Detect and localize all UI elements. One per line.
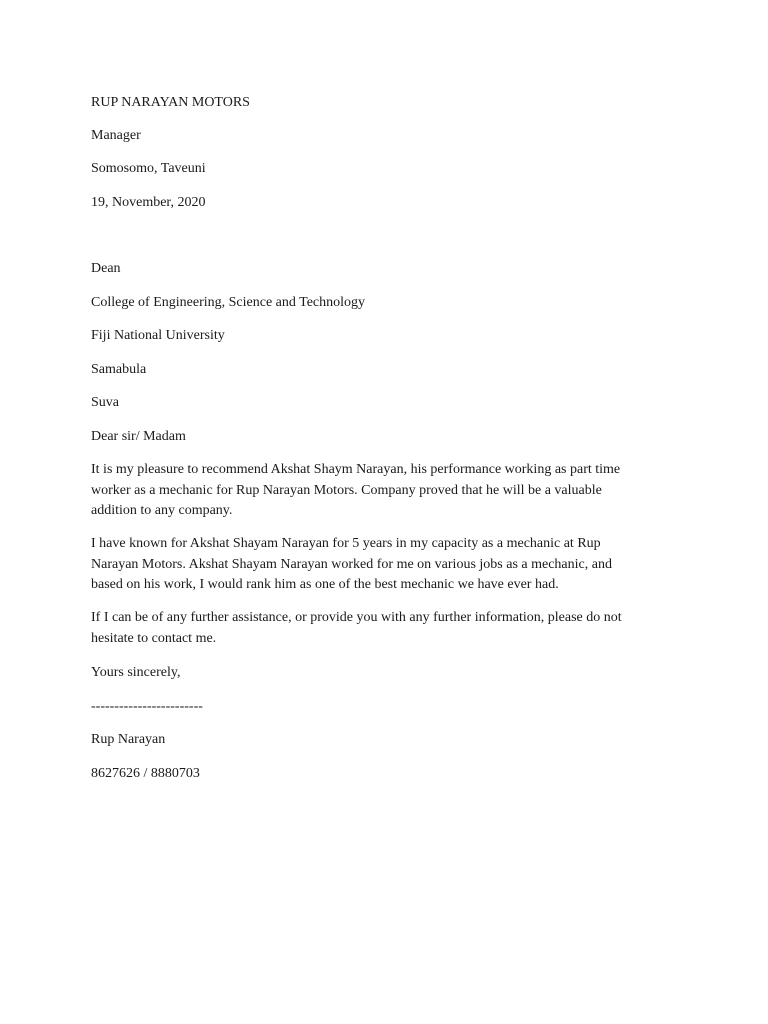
body-paragraph-2: I have known for Akshat Shayam Narayan for 5 years in my capacity as a mechanic at Rup Narayan Motors. Akshat Shayam Narayan worked for me on various jobs as a mechanic, and based on his work, I would rank him as one of the best mechanic we have ever had. (91, 536, 612, 592)
recipient-city: Suva (91, 395, 119, 410)
letter-date: 19, November, 2020 (91, 195, 206, 210)
signer-name: Rup Narayan (91, 732, 166, 747)
body-paragraph-3: If I can be of any further assistance, or provide you with any further information, please do not hesitate to contact me. (91, 610, 622, 646)
signer-phone: 8627626 / 8880703 (91, 766, 200, 781)
sender-location: Somosomo, Taveuni (91, 161, 206, 176)
recipient-title: Dean (91, 261, 121, 276)
recipient-university: Fiji National University (91, 328, 225, 343)
sender-company: RUP NARAYAN MOTORS (91, 95, 250, 110)
sender-title: Manager (91, 128, 141, 143)
signature-line: ------------------------ (91, 699, 203, 714)
valediction: Yours sincerely, (91, 665, 181, 680)
salutation: Dear sir/ Madam (91, 429, 186, 444)
recipient-college: College of Engineering, Science and Technology (91, 295, 366, 310)
recipient-area: Samabula (91, 362, 147, 377)
body-paragraph-1: It is my pleasure to recommend Akshat Shaym Narayan, his performance working as part time worker as a mechanic for Rup Narayan Motors. Company proved that he will be a valuable addition to any company. (91, 462, 621, 518)
